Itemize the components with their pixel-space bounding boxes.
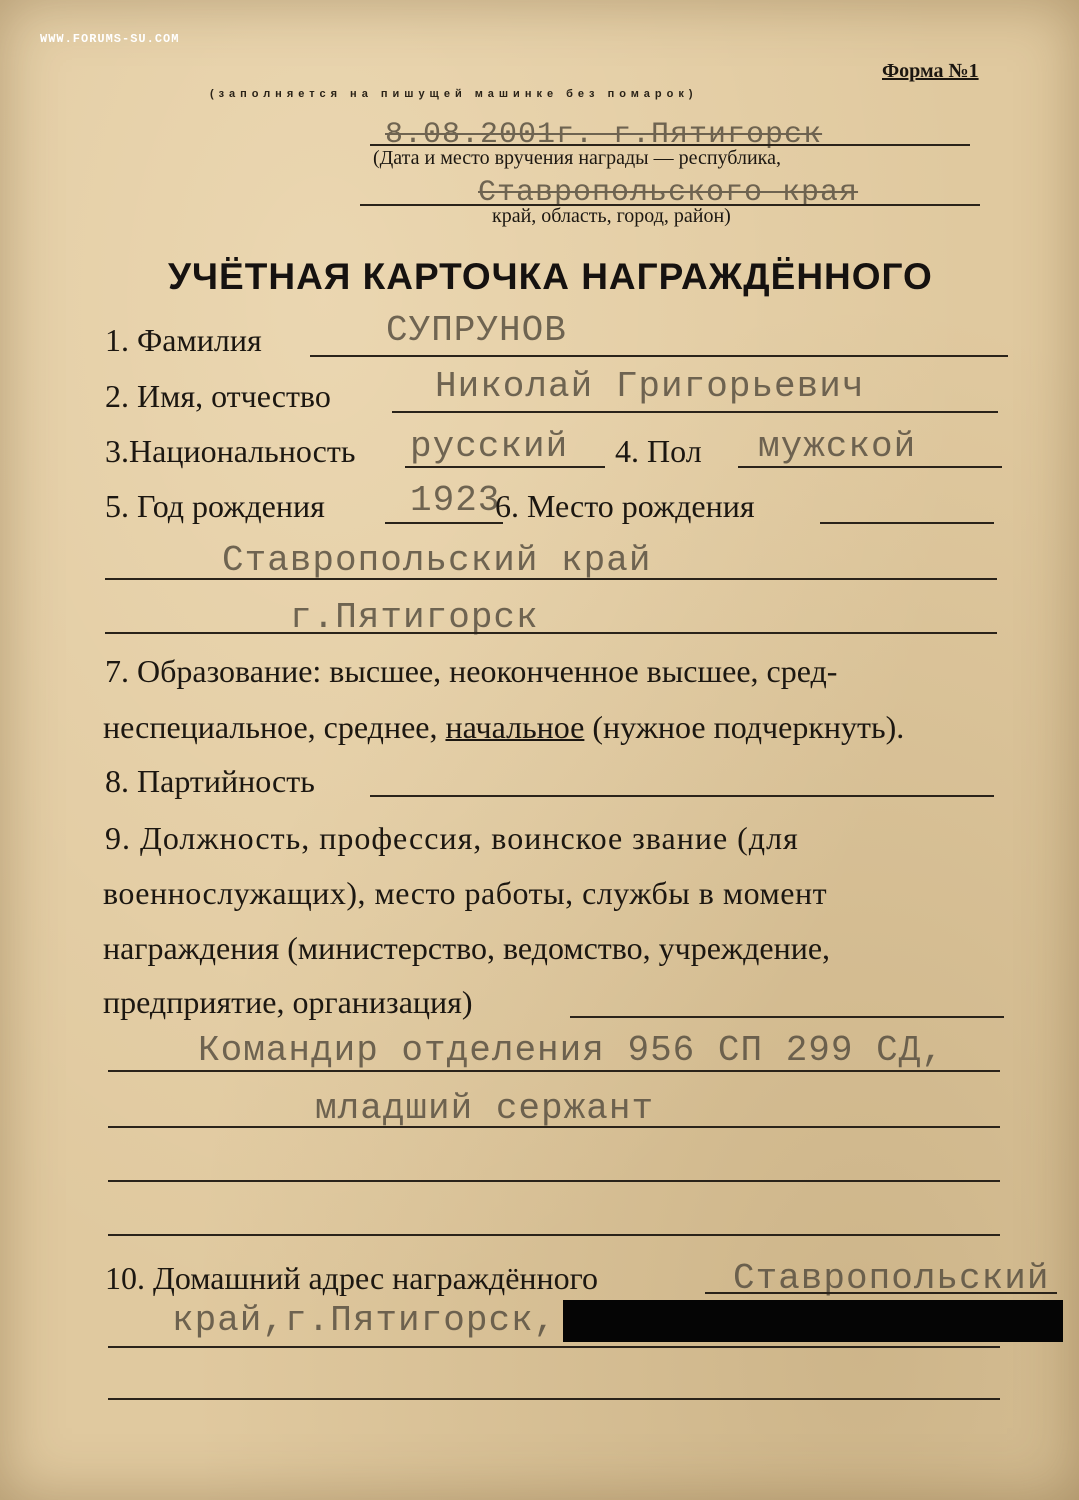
party-label: 8. Партийность <box>105 763 315 799</box>
instruction-text: (заполняется на пишущей машинке без помарок) <box>210 88 698 100</box>
award-caption-2: край, область, город, район) <box>492 205 731 227</box>
address-line-top <box>705 1292 1057 1294</box>
award-region: Ставропольского края <box>478 176 859 210</box>
sex-label: 4. Пол <box>615 433 702 469</box>
position-line-1: 9. Должность, профессия, воинское звание (для <box>105 820 799 856</box>
surname-label: 1. Фамилия <box>105 322 262 358</box>
birth-year-label: 5. Год рождения <box>105 488 325 524</box>
name-value: Николай Григорьевич <box>435 366 865 407</box>
sex-line <box>738 466 1002 468</box>
position-line-4: предприятие, организация) <box>103 984 473 1020</box>
card-title: УЧЁТНАЯ КАРТОЧКА НАГРАЖДЁННОГО <box>168 256 933 297</box>
education-line-2 <box>103 709 904 746</box>
birth-place-line-2 <box>105 632 997 634</box>
birth-place-label: 6. Место рождения <box>495 488 755 524</box>
education-selected: начальное <box>445 709 585 745</box>
education-line-1: 7. Образование: высшее, неоконченное высшее, сред- <box>105 653 838 689</box>
position-line-3: награждения (министерство, ведомство, учреждение, <box>103 930 831 966</box>
surname-value: СУПРУНОВ <box>386 310 567 351</box>
award-date-line <box>370 144 970 146</box>
award-date-place: 8.08.2001г. г.Пятигорск <box>385 118 823 152</box>
nationality-line <box>405 466 605 468</box>
position-line-a <box>108 1070 1000 1072</box>
surname-line <box>310 355 1008 357</box>
redaction-bar <box>563 1300 1063 1342</box>
birth-year-value: 1923 <box>410 480 501 521</box>
watermark: WWW.FORUMS-SU.COM <box>40 32 180 46</box>
name-line <box>392 411 998 413</box>
party-line <box>370 795 994 797</box>
birth-place-line-1 <box>105 578 997 580</box>
form-number: Форма №1 <box>882 60 979 82</box>
name-label: 2. Имя, отчество <box>105 378 331 414</box>
position-value-1: Командир отделения 956 СП 299 СД, <box>198 1030 944 1071</box>
birth-place-line-top <box>820 522 994 524</box>
nationality-label: 3.Национальность <box>105 433 356 469</box>
position-line-b <box>108 1126 1000 1128</box>
position-line-c <box>108 1180 1000 1182</box>
address-line-1 <box>108 1346 1000 1348</box>
birth-year-line <box>385 522 503 524</box>
position-line-d <box>108 1234 1000 1236</box>
position-value-2: младший сержант <box>315 1088 655 1129</box>
position-line-top <box>570 1016 1004 1018</box>
address-value-1: Ставропольский <box>733 1258 1050 1299</box>
position-line-2: военнослужащих), место работы, службы в момент <box>103 875 828 911</box>
address-label: 10. Домашний адрес награждённого <box>105 1260 598 1296</box>
nationality-value: русский <box>410 426 569 467</box>
award-caption-1: (Дата и место вручения награды — республика, <box>373 147 781 169</box>
birth-place-value-2: г.Пятигорск <box>290 597 539 638</box>
address-value-2: край,г.Пятигорск, <box>172 1300 557 1341</box>
education-note: (нужное подчеркнуть). <box>584 709 905 745</box>
education-options: неспециальное, среднее, <box>103 709 446 745</box>
address-line-2 <box>108 1398 1000 1400</box>
sex-value: мужской <box>758 426 917 467</box>
birth-place-value-1: Ставропольский край <box>222 540 652 581</box>
